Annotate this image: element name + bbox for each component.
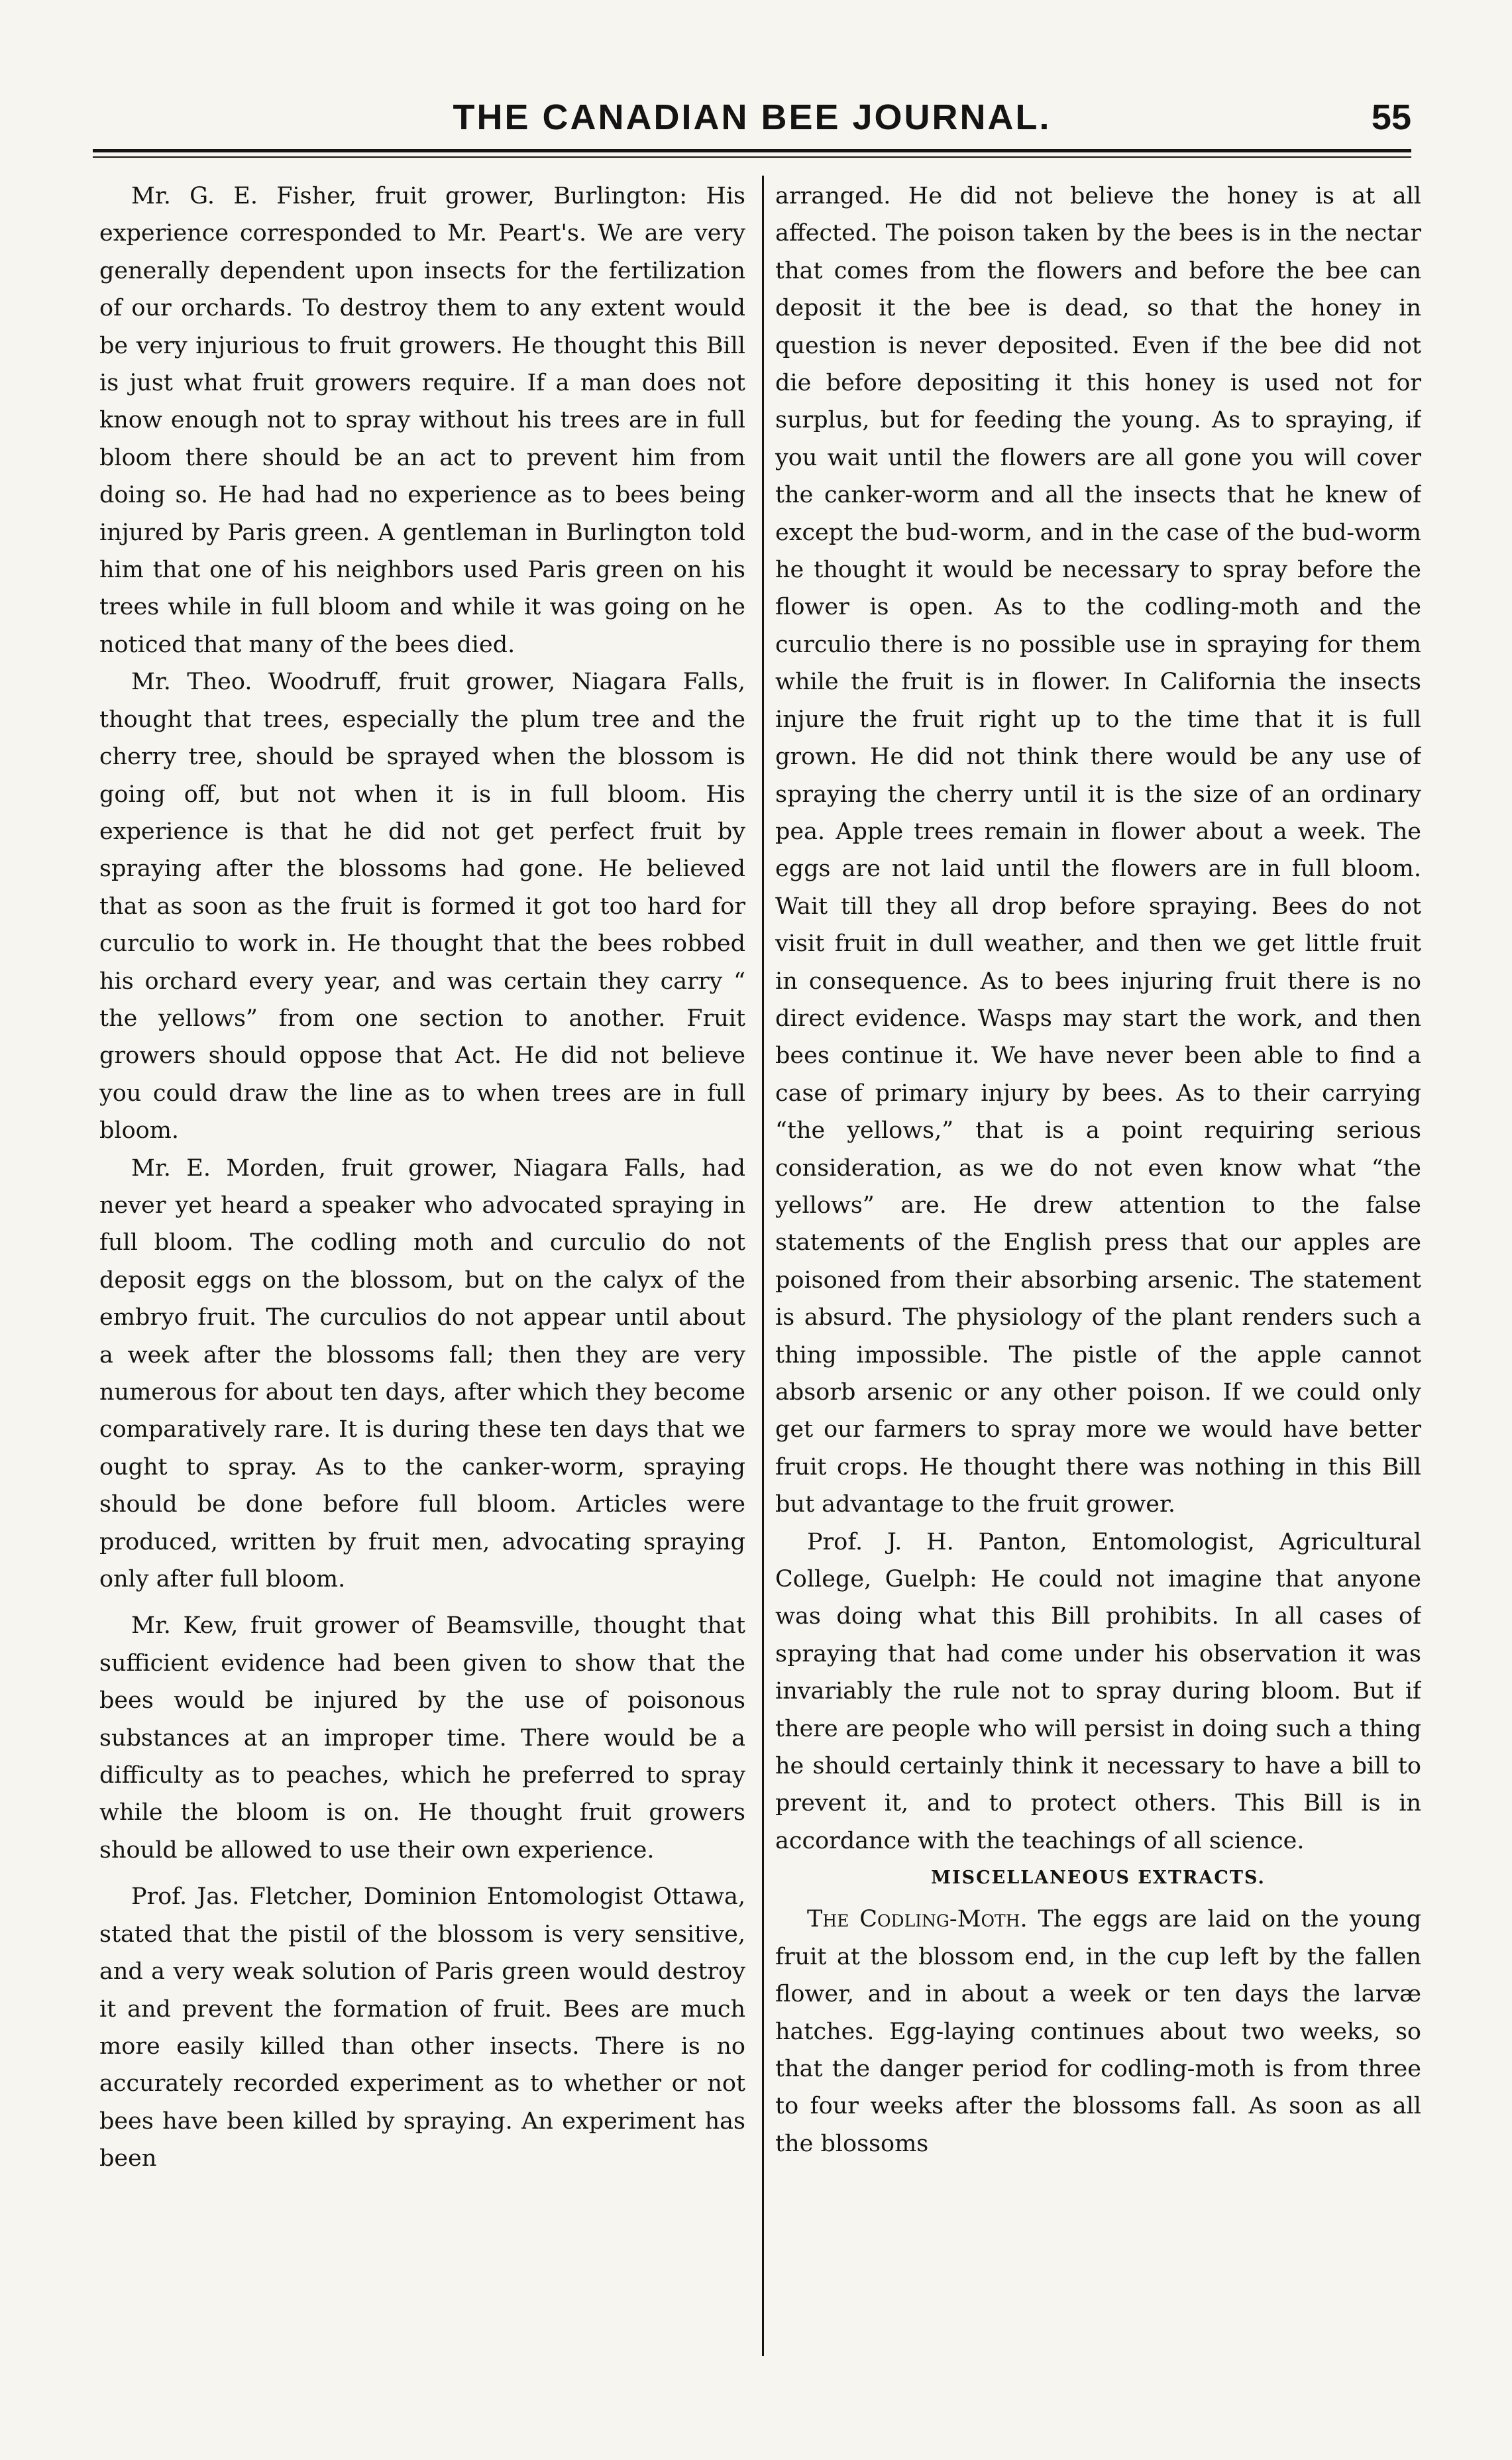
paragraph-fisher: Mr. G. E. Fisher, fruit grower, Burlington: His experience corresponded to Mr. Peart's. We are very generally dependent upon insects for the fertilization of our orchards. To destroy them to any extent would be very injurious to fruit growers. He thought this Bill is just what fruit growers require. If a man does not know enough not to spray without his trees are in full bloom there should be an act to prevent him from doing so. He had had no experience as to bees being injured by Paris green. A gentleman in Burlington told him that one of his neighbors used Paris green on his trees while in full bloom and while it was going on he noticed that many of the bees died. — [99, 183, 745, 658]
journal-title: THE CANADIAN BEE JOURNAL. — [453, 97, 1052, 137]
codling-moth-lead: The Codling-Moth. — [807, 1906, 1028, 1933]
page-header — [93, 93, 1411, 152]
paragraph-codling-moth — [775, 1901, 1421, 2162]
paragraph-fletcher-continued: arranged. He did not believe the honey is at all affected. The poison taken by the bees is in the nectar that comes from the flowers and before the bee can deposit it the bee is dead, so that the honey in question is never deposited. Even if the bee did not die before depositing it this honey is used not for surplus, but for feeding the young. As to spraying, if you wait until the flowers are all gone you will cover the canker-worm and all the insects that he knew of except the bud-worm, and in the case of the bud-worm he thought it would be necessary to spray before the flower is open. As to the codling-moth and the curculio there is no possible use in spraying for them while the fruit is in flower. In California the insects injure the fruit right up to the time that it is full grown. He did not think there would be any use of spraying the cherry until it is the size of an ordinary pea. Apple trees remain in flower about a week. The eggs are not laid until the flowers are in full bloom. Wait till they all drop before spraying. Bees do not visit fruit in dull weather, and then we get little fruit in consequence. As to bees injuring fruit there is no direct evidence. Wasps may start the work, and then bees continue it. We have never been able to find a case of primary injury by bees. As to their carrying “the yellows,” that is a point requiring serious consideration, as we do not even know what “the yellows” are. He drew attention to the false statements of the English press that our apples are poisoned from their absorbing arsenic. The statement is absurd. The physiology of the plant renders such a thing impossible. The pistle of the apple cannot absorb arsenic or any other poison. If we could only get our farmers to spray more we would have better fruit crops. He thought there was nothing in this Bill but advantage to the fruit grower. — [775, 183, 1421, 1518]
paragraph-kew: Mr. Kew, fruit grower of Beamsville, thought that sufficient evidence had been given to show that the bees would be injured by the use of poisonous substances at an improper time. There would be a difficulty as to peaches, which he preferred to spray while the bloom is on. He thought fruit growers should be allowed to use their own experience. — [99, 1612, 745, 1864]
paragraph-panton: Prof. J. H. Panton, Entomologist, Agricultural College, Guelph: He could not imagine that anyone was doing what this Bill prohibits. In all cases of spraying that had come under his observation it was invariably the rule not to spray during bloom. But if there are people who will persist in doing such a thing he should certainly think it necessary to have a bill to prevent it, and to protect others. This Bill is in accordance with the teachings of all science. — [775, 1528, 1421, 1854]
page-number: 55 — [1371, 97, 1411, 137]
spacer — [99, 1598, 745, 1607]
paragraph-morden: Mr. E. Morden, fruit grower, Niagara Falls, had never yet heard a speaker who advocated spraying in full bloom. The codling moth and curculio do not deposit eggs on the blossom, but on the calyx of the embryo fruit. The curculios do not appear until about a week after the blossoms fall; then they are very numerous for about ten days, after which they become comparatively rare. It is during these ten days that we ought to spray. As to the canker-worm, spraying should be done before full bloom. Articles were produced, written by fruit men, advocating spraying only after full bloom. — [99, 1154, 745, 1593]
column-divider — [762, 176, 764, 2356]
header-rule-thick — [93, 149, 1411, 152]
left-column — [99, 178, 745, 2358]
right-column — [775, 178, 1421, 2358]
paragraph-woodruff: Mr. Theo. Woodruff, fruit grower, Niagara Falls, thought that trees, especially the plum tree and the cherry tree, should be sprayed when the blossom is going off, but not when it is in full bloom. His experience is that he did not get perfect fruit by spraying after the blossoms had gone. He believed that as soon as the fruit is formed it got too hard for curculio to work in. He thought that the bees robbed his orchard every year, and was certain they carry “ the yellows” from one section to another. Fruit growers should oppose that Act. He did not believe you could draw the line as to when trees are in full bloom. — [99, 669, 745, 1145]
section-title-miscellaneous: MISCELLANEOUS EXTRACTS. — [931, 1868, 1266, 1889]
codling-moth-text: The eggs are laid on the young fruit at the blossom end, in the cup left by the fallen flower, and in about a week or ten days the larvæ hatches. Egg-laying continues about two weeks, so that the danger period for codling-moth is from three to four weeks after the blossoms fall. As soon as all the blossoms — [775, 1906, 1421, 2157]
spacer — [99, 1869, 745, 1878]
paragraph-fletcher: Prof. Jas. Fletcher, Dominion Entomologist Ottawa, stated that the pistil of the blossom is very sensitive, and a very weak solution of Paris green would destroy it and prevent the formation of fruit. Bees are much more easily killed than other insects. There is no accurately recorded experiment as to whether or not bees have been killed by spraying. An experiment has been — [99, 1883, 745, 2172]
header-rule-thin — [93, 156, 1411, 158]
